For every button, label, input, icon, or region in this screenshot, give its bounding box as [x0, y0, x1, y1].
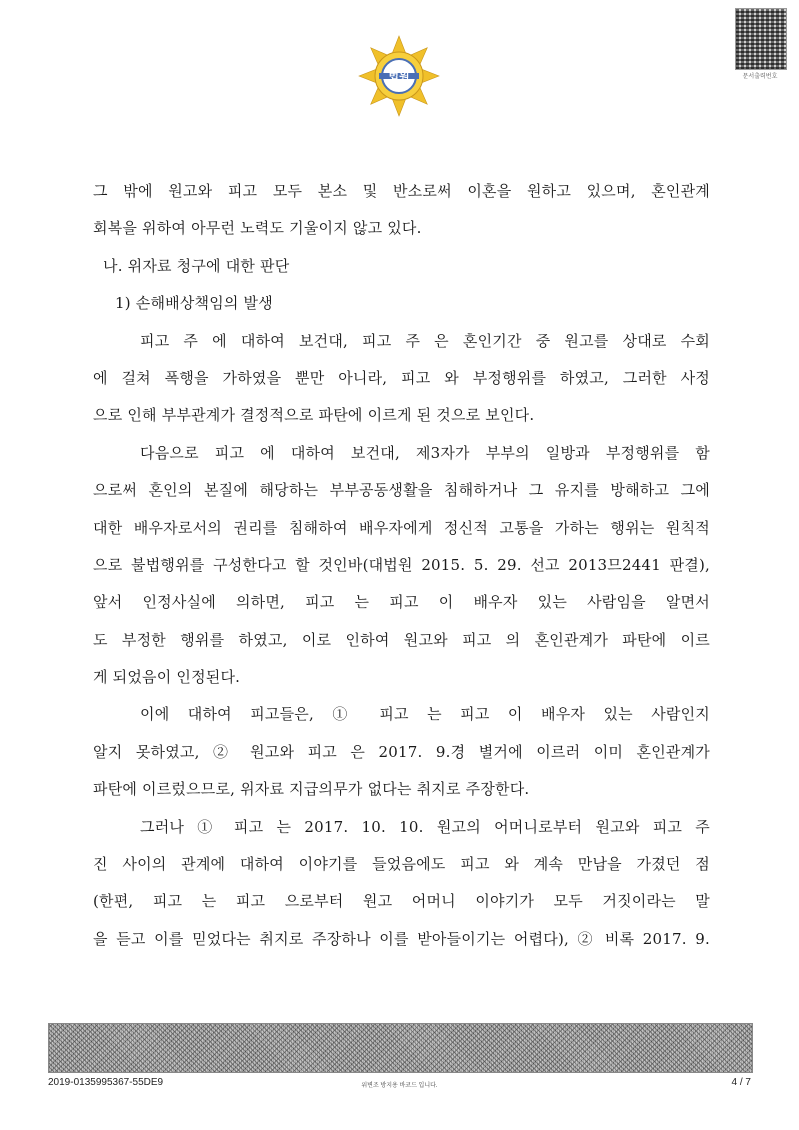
- text-line: 으로 인해 부부관계가 결정적으로 파탄에 이르게 된 것으로 보인다.: [93, 406, 535, 425]
- text-line: 진 사이의 관계에 대하여 이야기를 들었음에도 피고 와 계속 만남을 가졌던 점: [93, 855, 710, 874]
- qr-code-icon: [735, 8, 787, 70]
- text-line: (한편, 피고 는 피고 으로부터 원고 어머니 이야기가 모두 거짓이라는 말: [93, 892, 710, 911]
- emblem-text: 법원: [388, 70, 410, 83]
- judgment-body: [93, 173, 710, 958]
- document-id: 2019-0135995367-55DE9: [48, 1077, 164, 1088]
- text-line: 그러나 ① 피고 는 2017. 10. 10. 원고의 어머니로부터 원고와 피고 주: [140, 817, 710, 836]
- text-line: 그 밖에 원고와 피고 모두 본소 및 반소로써 이혼을 원하고 있으며, 혼인관계: [93, 182, 710, 200]
- text-line: 피고 주 에 대하여 보건대, 피고 주 은 혼인기간 중 원고를 상대로 수회: [140, 331, 710, 350]
- barcode-notice: 위변조 방지용 바코드 입니다.: [361, 1083, 438, 1089]
- text-line: 파탄에 이르렀으므로, 위자료 지급의무가 없다는 취지로 주장한다.: [93, 780, 530, 799]
- anti-forgery-barcode: [48, 1023, 753, 1073]
- text-line: 회복을 위하여 아무런 노력도 기울이지 않고 있다.: [93, 219, 422, 238]
- text-line: 이에 대하여 피고들은, ① 피고 는 피고 이 배우자 있는 사람인지: [140, 705, 710, 724]
- text-line: 으로써 혼인의 본질에 해당하는 부부공동생활을 침해하거나 그 유지를 방해하고 그에: [93, 481, 710, 500]
- court-emblem-icon: [358, 35, 440, 117]
- text-line: 알지 못하였고, ② 원고와 피고 은 2017. 9.경 별거에 이르러 이미 혼인관계가: [93, 742, 710, 761]
- document-barcode: [735, 8, 785, 78]
- text-line: 도 부정한 행위를 하였고, 이로 인하여 원고와 피고 의 혼인관계가 파탄에 이르: [93, 630, 710, 649]
- text-line: 을 듣고 이를 믿었다는 취지로 주장하나 이를 받아들이기는 어렵다), ② 비록 2017. 9.: [93, 929, 710, 948]
- subsection-heading: 1) 손해배상책임의 발생: [115, 294, 273, 313]
- text-line: 에 걸쳐 폭행을 가하였을 뿐만 아니라, 피고 와 부정행위를 하였고, 그러한 사정: [93, 368, 710, 387]
- page-number: 4 / 7: [731, 1077, 751, 1088]
- qr-caption: 문서출력번호: [742, 73, 778, 80]
- text-line: 게 되었음이 인정된다.: [93, 668, 241, 687]
- section-heading: 나. 위자료 청구에 대한 판단: [103, 256, 290, 275]
- text-line: 대한 배우자로서의 권리를 침해하여 배우자에게 정신적 고통을 가하는 행위는 원칙적: [93, 518, 710, 537]
- text-line: 앞서 인정사실에 의하면, 피고 는 피고 이 배우자 있는 사람임을 알면서: [93, 593, 710, 612]
- text-line: 으로 불법행위를 구성한다고 할 것인바(대법원 2015. 5. 29. 선고 2013므2441 판결),: [93, 555, 710, 574]
- text-line: 다음으로 피고 에 대하여 보건대, 제3자가 부부의 일방과 부정행위를 함: [140, 443, 710, 462]
